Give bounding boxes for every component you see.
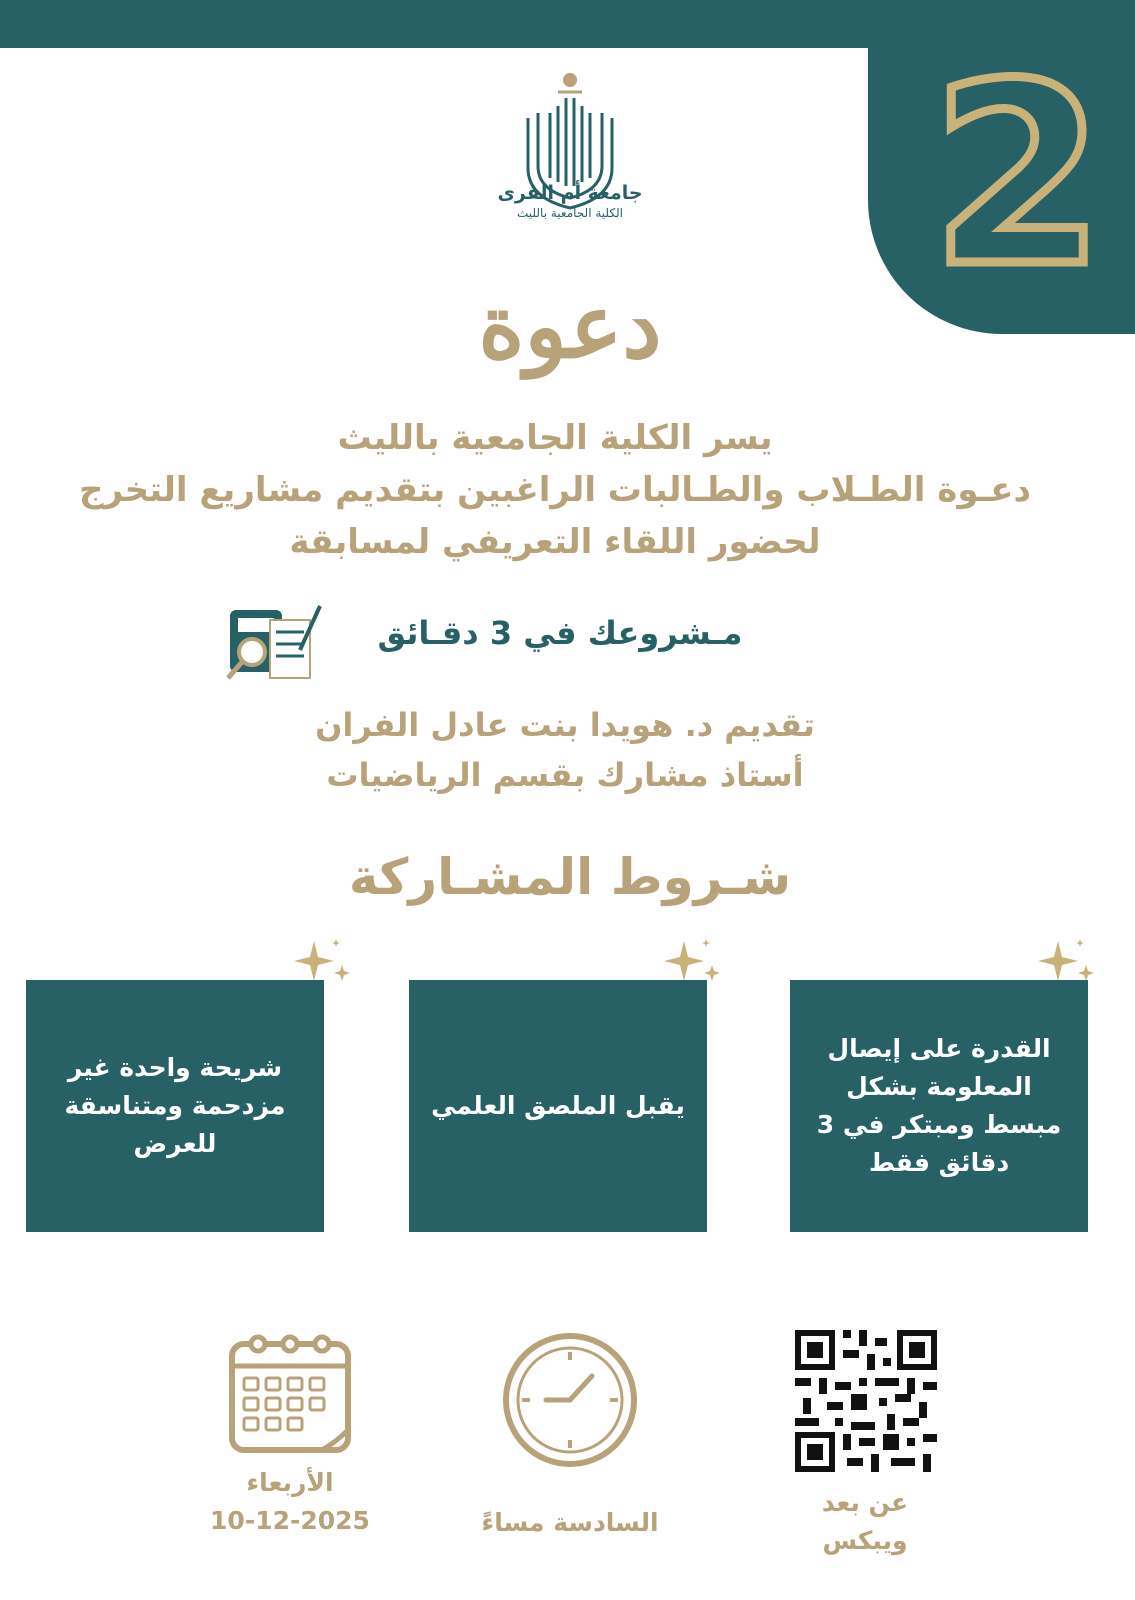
event-date-value: 10-12-2025 xyxy=(210,1506,370,1535)
presenter-name: تقديم د. هويدا بنت عادل الفران xyxy=(315,706,815,744)
sparkle-icon xyxy=(1030,935,1100,985)
event-date xyxy=(190,1464,390,1540)
logo-text xyxy=(440,182,700,220)
condition-card-1: القدرة على إيصال المعلومة بشكل مبسط ومبتكر في 3 دقائق فقط xyxy=(790,980,1088,1232)
presenter-info xyxy=(240,700,890,800)
college-name: الكلية الجامعية بالليث xyxy=(517,206,623,220)
number-badge xyxy=(868,0,1135,334)
event-day: الأربعاء xyxy=(246,1468,334,1497)
intro-line-3: لحضور اللقاء التعريفي لمسابقة xyxy=(289,522,821,562)
intro-line-2: دعـوة الطـلاب والطـالبات الراغبين بتقديم مشاريع التخرج xyxy=(79,470,1031,510)
event-time: السادسة مساءً xyxy=(481,1508,659,1537)
project-report-icon xyxy=(220,600,330,690)
calendar-icon xyxy=(226,1330,354,1458)
location-platform: ويبكس xyxy=(822,1526,908,1555)
clock-icon xyxy=(500,1330,640,1470)
intro-text xyxy=(40,412,1070,568)
number-two-outline-icon xyxy=(868,0,1135,334)
invitation-headline: دعوة xyxy=(478,274,662,378)
competition-title: مـشروعك في 3 دقـائق xyxy=(377,614,743,652)
badge-number: 2 xyxy=(931,30,1105,321)
qr-code-icon[interactable] xyxy=(795,1330,937,1472)
intro-line-1: يسر الكلية الجامعية بالليث xyxy=(337,418,773,458)
sparkle-icon xyxy=(286,935,356,985)
sparkle-icon xyxy=(656,935,726,985)
university-name: جامعة أم القرى xyxy=(497,182,643,204)
condition-card-3: شريحة واحدة غير مزدحمة ومتناسقة للعرض xyxy=(26,980,324,1232)
location-mode: عن بعد xyxy=(821,1488,909,1517)
conditions-title: شـروط المشـاركة xyxy=(348,848,792,906)
condition-card-2: يقبل الملصق العلمي xyxy=(409,980,707,1232)
location-info xyxy=(770,1484,960,1560)
presenter-title: أستاذ مشارك بقسم الرياضيات xyxy=(326,756,804,794)
